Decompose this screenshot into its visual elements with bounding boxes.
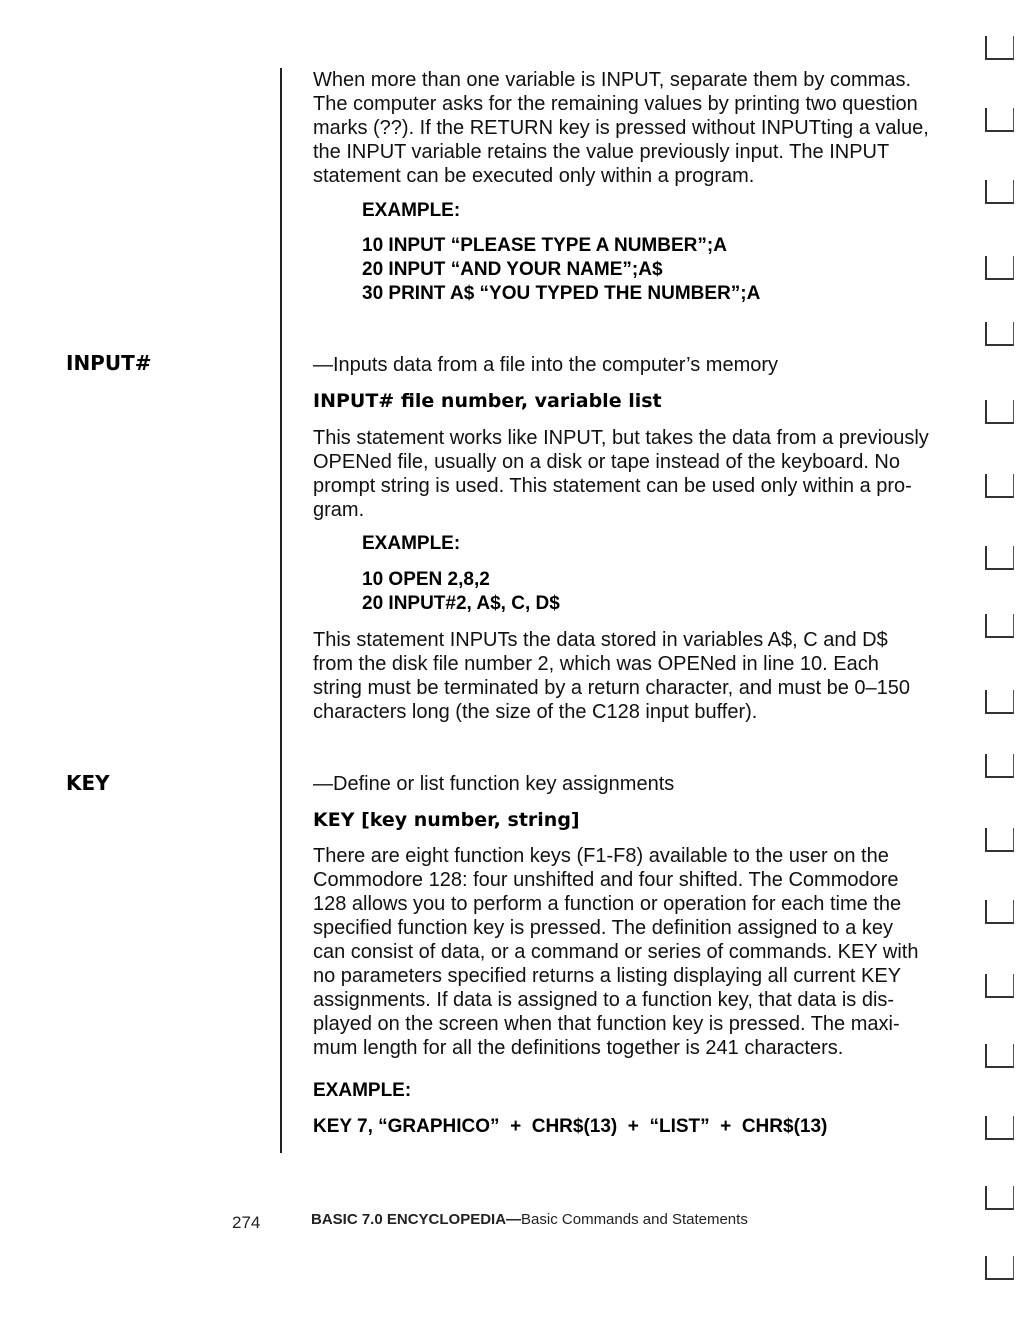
text-line: When more than one variable is INPUT, separate them by commas. [313, 69, 912, 91]
footer-title-bold: BASIC 7.0 ENCYCLOPEDIA— [311, 1211, 522, 1228]
text-line: This statement works like INPUT, but takes the data from a previously [313, 427, 929, 449]
margin-rule [280, 68, 282, 1153]
example-label: EXAMPLE: [362, 533, 461, 554]
explanation-paragraph [313, 628, 963, 724]
binding-tab-mark [985, 108, 1014, 132]
binding-tab-mark [985, 256, 1014, 280]
code-line: 20 INPUT “AND YOUR NAME”;A$ [362, 259, 663, 280]
binding-tab-mark [985, 900, 1014, 924]
binding-tab-mark [985, 1116, 1014, 1140]
description-paragraph [313, 426, 963, 522]
text-line: statement can be executed only within a program. [313, 165, 755, 187]
code-line: 10 INPUT “PLEASE TYPE A NUMBER”;A [362, 235, 727, 256]
footer-title-rest: Basic Commands and Statements [521, 1211, 748, 1228]
binding-tab-mark [985, 474, 1014, 498]
text-line: string must be terminated by a return character, and must be 0–150 [313, 677, 910, 699]
text-line: no parameters specified returns a listing displaying all current KEY [313, 965, 902, 987]
text-line: prompt string is used. This statement can be used only within a pro- [313, 475, 912, 497]
binding-tab-mark [985, 1186, 1014, 1210]
text-line: gram. [313, 499, 365, 521]
text-line: marks (??). If the RETURN key is pressed without INPUTting a value, [313, 117, 929, 139]
code-line: 20 INPUT#2, A$, C, D$ [362, 593, 560, 614]
binding-tab-mark [985, 1044, 1014, 1068]
binding-tab-mark [985, 690, 1014, 714]
command-summary: —Inputs data from a file into the computer’s memory [313, 354, 779, 376]
text-line: 128 allows you to perform a function or operation for each time the [313, 893, 902, 915]
text-line: There are eight function keys (F1-F8) available to the user on the [313, 845, 889, 867]
binding-tab-mark [985, 1256, 1014, 1280]
side-heading-key: KEY [66, 771, 110, 795]
text-line: assignments. If data is assigned to a function key, that data is dis- [313, 989, 895, 1011]
input-continuation-paragraph [313, 68, 963, 188]
code-line: 30 PRINT A$ “YOU TYPED THE NUMBER”;A [362, 283, 761, 304]
text-line: specified function key is pressed. The definition assigned to a key [313, 917, 893, 939]
text-line: Commodore 128: four unshifted and four shifted. The Commodore [313, 869, 899, 891]
description-paragraph [313, 844, 963, 1060]
text-line: mum length for all the definitions together is 241 characters. [313, 1037, 844, 1059]
binding-tab-mark [985, 754, 1014, 778]
text-line: characters long (the size of the C128 input buffer). [313, 701, 758, 723]
command-syntax: INPUT# file number, variable list [313, 390, 662, 412]
binding-tab-mark [985, 180, 1014, 204]
side-heading-input-hash: INPUT# [66, 351, 152, 375]
command-syntax: KEY [key number, string] [313, 809, 580, 831]
page-number: 274 [232, 1213, 261, 1232]
code-block [362, 234, 760, 306]
code-line: 10 OPEN 2,8,2 [362, 569, 490, 590]
code-block [362, 568, 560, 616]
example-label: EXAMPLE: [362, 200, 461, 221]
text-line: from the disk file number 2, which was OPENed in line 10. Each [313, 653, 879, 675]
text-line: can consist of data, or a command or series of commands. KEY with [313, 941, 919, 963]
text-line: played on the screen when that function key is pressed. The maxi- [313, 1013, 900, 1035]
text-line: the INPUT variable retains the value previously input. The INPUT [313, 141, 890, 163]
binding-tab-mark [985, 400, 1014, 424]
code-line: KEY 7, “GRAPHICO” + CHR$(13) + “LIST” + CHR$(13) [313, 1116, 828, 1137]
running-footer [311, 1211, 748, 1228]
binding-tab-mark [985, 974, 1014, 998]
text-line: The computer asks for the remaining values by printing two question [313, 93, 918, 115]
binding-tab-mark [985, 36, 1014, 60]
text-line: OPENed file, usually on a disk or tape instead of the keyboard. No [313, 451, 901, 473]
text-line: This statement INPUTs the data stored in variables A$, C and D$ [313, 629, 888, 651]
command-summary: —Define or list function key assignments [313, 773, 675, 795]
binding-tab-marks [980, 30, 1020, 1300]
example-label: EXAMPLE: [313, 1080, 412, 1101]
binding-tab-mark [985, 828, 1014, 852]
binding-tab-mark [985, 546, 1014, 570]
binding-tab-mark [985, 614, 1014, 638]
binding-tab-mark [985, 322, 1014, 346]
